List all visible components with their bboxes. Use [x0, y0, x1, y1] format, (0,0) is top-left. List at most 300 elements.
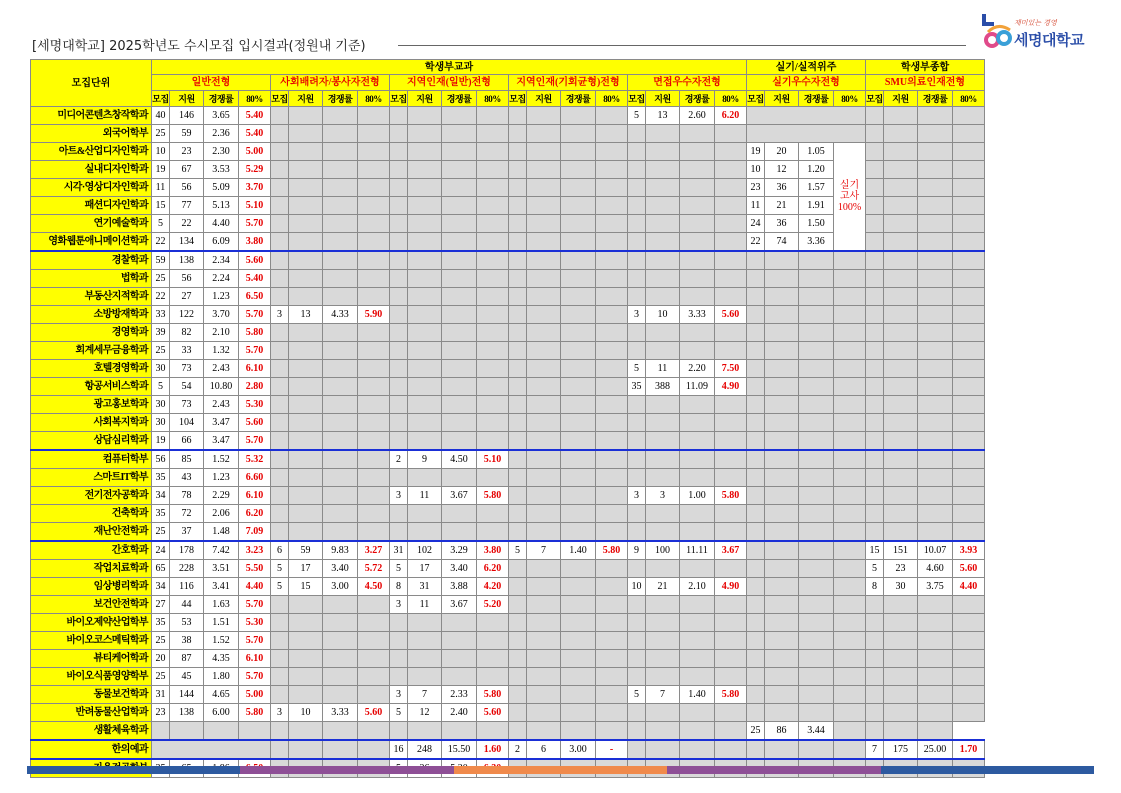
empty-cell [442, 143, 477, 161]
empty-cell [953, 360, 985, 378]
table-row [31, 668, 985, 686]
quota-cell: 10 [628, 578, 646, 596]
empty-cell [271, 450, 289, 469]
empty-cell [509, 469, 527, 487]
applicants-cell: 67 [170, 161, 204, 179]
applicants-cell: 72 [170, 505, 204, 523]
empty-cell [866, 306, 884, 324]
empty-cell [527, 704, 561, 722]
empty-cell [765, 396, 799, 414]
empty-cell [323, 740, 358, 759]
empty-cell [646, 324, 680, 342]
empty-cell [628, 251, 646, 270]
applicants-cell: 151 [884, 541, 918, 560]
quota-cell: 5 [866, 560, 884, 578]
silgi-note: 실기 고사 100% [834, 143, 866, 252]
empty-cell [680, 414, 715, 432]
empty-cell [596, 632, 628, 650]
empty-cell [628, 740, 646, 759]
applicants-cell: 178 [170, 541, 204, 560]
department-name: 재난안전학과 [31, 523, 152, 542]
table-row [31, 378, 985, 396]
empty-cell [408, 505, 442, 523]
department-name: 경찰학과 [31, 251, 152, 270]
empty-cell [289, 487, 323, 505]
empty-cell [596, 505, 628, 523]
empty-cell [358, 396, 390, 414]
empty-cell [408, 179, 442, 197]
empty-cell [323, 722, 358, 741]
empty-cell [747, 414, 765, 432]
empty-cell [152, 722, 170, 741]
applicants-cell: 138 [170, 251, 204, 270]
empty-cell [442, 632, 477, 650]
applicants-cell: 54 [170, 378, 204, 396]
empty-cell [884, 432, 918, 451]
department-name: 상담심리학과 [31, 432, 152, 451]
empty-cell [289, 233, 323, 252]
percentile-cell: 5.70 [239, 342, 271, 360]
ratio-cell: 15.50 [442, 740, 477, 759]
empty-cell [918, 704, 953, 722]
applicants-cell: 73 [170, 360, 204, 378]
empty-cell [866, 523, 884, 542]
empty-cell [680, 288, 715, 306]
empty-cell [646, 125, 680, 143]
empty-cell [477, 360, 509, 378]
applicants-cell: 17 [289, 560, 323, 578]
quota-cell: 35 [152, 614, 170, 632]
empty-cell [358, 378, 390, 396]
empty-cell [527, 215, 561, 233]
empty-cell [477, 179, 509, 197]
empty-cell [884, 233, 918, 252]
quota-cell: 35 [628, 378, 646, 396]
empty-cell [715, 650, 747, 668]
empty-cell [323, 125, 358, 143]
empty-cell [323, 650, 358, 668]
empty-cell [527, 288, 561, 306]
ratio-cell: 1.05 [799, 143, 834, 161]
empty-cell [323, 233, 358, 252]
empty-cell [918, 432, 953, 451]
empty-cell [289, 523, 323, 542]
empty-cell [390, 215, 408, 233]
column-header: 모집 [390, 91, 408, 107]
column-header: 경쟁률 [561, 91, 596, 107]
ratio-cell: 2.10 [680, 578, 715, 596]
empty-cell [799, 668, 834, 686]
percentile-cell: 5.00 [239, 143, 271, 161]
applicants-cell: 21 [646, 578, 680, 596]
empty-cell [358, 360, 390, 378]
percentile-cell: 4.40 [953, 578, 985, 596]
empty-cell [509, 197, 527, 215]
empty-cell [646, 396, 680, 414]
empty-cell [747, 360, 765, 378]
table-row [31, 704, 985, 722]
empty-cell [646, 233, 680, 252]
empty-cell [289, 596, 323, 614]
empty-cell [509, 251, 527, 270]
empty-cell [323, 396, 358, 414]
percentile-cell: 5.72 [358, 560, 390, 578]
empty-cell [884, 650, 918, 668]
empty-cell [408, 306, 442, 324]
empty-cell [289, 125, 323, 143]
table-row [31, 560, 985, 578]
applicants-cell: 248 [408, 740, 442, 759]
percentile-cell: 5.50 [239, 560, 271, 578]
quota-cell: 16 [390, 740, 408, 759]
empty-cell [884, 396, 918, 414]
empty-cell [323, 107, 358, 125]
empty-cell [799, 251, 834, 270]
table-row [31, 432, 985, 451]
empty-cell [834, 505, 866, 523]
empty-cell [834, 306, 866, 324]
empty-cell [596, 125, 628, 143]
empty-cell [596, 161, 628, 179]
logo-tagline: 재미있는 경영 [1014, 19, 1057, 27]
empty-cell [747, 596, 765, 614]
empty-cell [953, 596, 985, 614]
track-header: 사회배려자/봉사자전형 [271, 75, 390, 91]
empty-cell [884, 143, 918, 161]
empty-cell [477, 107, 509, 125]
empty-cell [509, 342, 527, 360]
footer-band-segment [27, 766, 240, 774]
ratio-cell: 3.88 [442, 578, 477, 596]
empty-cell [271, 270, 289, 288]
empty-cell [884, 360, 918, 378]
empty-cell [646, 722, 680, 741]
empty-cell [680, 432, 715, 451]
empty-cell [715, 668, 747, 686]
percentile-cell: 5.10 [477, 450, 509, 469]
table-row [31, 523, 985, 542]
empty-cell [918, 342, 953, 360]
department-name: 경영학과 [31, 324, 152, 342]
empty-cell [866, 432, 884, 451]
empty-cell [953, 487, 985, 505]
empty-cell [527, 686, 561, 704]
empty-cell [390, 161, 408, 179]
empty-cell [561, 523, 596, 542]
empty-cell [509, 596, 527, 614]
applicants-cell: 7 [408, 686, 442, 704]
empty-cell [866, 596, 884, 614]
empty-cell [323, 596, 358, 614]
percentile-cell: 3.80 [477, 541, 509, 560]
empty-cell [884, 668, 918, 686]
department-name: 간호학과 [31, 541, 152, 560]
ratio-cell: 3.67 [442, 487, 477, 505]
empty-cell [442, 324, 477, 342]
department-name: 임상병리학과 [31, 578, 152, 596]
empty-cell [408, 668, 442, 686]
quota-cell: 11 [747, 197, 765, 215]
empty-cell [834, 704, 866, 722]
empty-cell [596, 614, 628, 632]
empty-cell [408, 288, 442, 306]
applicants-cell: 78 [170, 487, 204, 505]
table-row [31, 614, 985, 632]
quota-cell: 20 [152, 650, 170, 668]
empty-cell [271, 432, 289, 451]
department-name: 건축학과 [31, 505, 152, 523]
empty-cell [527, 161, 561, 179]
table-row [31, 143, 985, 161]
empty-cell [442, 396, 477, 414]
empty-cell [358, 686, 390, 704]
ratio-cell: 2.40 [442, 704, 477, 722]
applicants-cell: 59 [170, 125, 204, 143]
empty-cell [477, 414, 509, 432]
empty-cell [527, 668, 561, 686]
quota-cell: 10 [747, 161, 765, 179]
empty-cell [323, 197, 358, 215]
applicants-cell: 10 [289, 704, 323, 722]
empty-cell [646, 161, 680, 179]
empty-cell [442, 125, 477, 143]
empty-cell [271, 469, 289, 487]
empty-cell [918, 107, 953, 125]
empty-cell [509, 107, 527, 125]
empty-cell [390, 342, 408, 360]
empty-cell [747, 396, 765, 414]
empty-cell [628, 596, 646, 614]
table-row [31, 541, 985, 560]
empty-cell [239, 722, 271, 741]
empty-cell [953, 469, 985, 487]
empty-cell [477, 288, 509, 306]
empty-cell [715, 432, 747, 451]
empty-cell [866, 450, 884, 469]
empty-cell [866, 161, 884, 179]
empty-cell [408, 650, 442, 668]
empty-cell [509, 632, 527, 650]
empty-cell [765, 541, 799, 560]
applicants-cell: 43 [170, 469, 204, 487]
empty-cell [834, 596, 866, 614]
empty-cell [646, 596, 680, 614]
empty-cell [390, 469, 408, 487]
empty-cell [715, 342, 747, 360]
empty-cell [323, 378, 358, 396]
percentile-cell: 5.10 [239, 197, 271, 215]
empty-cell [799, 450, 834, 469]
empty-cell [408, 197, 442, 215]
column-header: 모집 [271, 91, 289, 107]
empty-cell [358, 505, 390, 523]
empty-cell [596, 306, 628, 324]
empty-cell [596, 270, 628, 288]
empty-cell [289, 378, 323, 396]
table-row [31, 487, 985, 505]
empty-cell [323, 414, 358, 432]
applicants-cell: 12 [408, 704, 442, 722]
empty-cell [884, 450, 918, 469]
footer-band-segment [454, 766, 667, 774]
applicants-cell: 74 [765, 233, 799, 252]
department-name: 소방방재학과 [31, 306, 152, 324]
quota-cell: 25 [152, 270, 170, 288]
empty-cell [390, 306, 408, 324]
empty-cell [918, 306, 953, 324]
empty-cell [953, 523, 985, 542]
percentile-cell: 5.20 [477, 596, 509, 614]
empty-cell [866, 324, 884, 342]
empty-cell [509, 270, 527, 288]
empty-cell [358, 342, 390, 360]
empty-cell [918, 233, 953, 252]
empty-cell [442, 288, 477, 306]
department-name: 전기전자공학과 [31, 487, 152, 505]
column-header: 경쟁률 [799, 91, 834, 107]
ratio-cell: 3.33 [680, 306, 715, 324]
ratio-cell: 1.80 [204, 668, 239, 686]
empty-cell [596, 107, 628, 125]
empty-cell [866, 487, 884, 505]
empty-cell [918, 143, 953, 161]
empty-cell [715, 161, 747, 179]
empty-cell [323, 179, 358, 197]
empty-cell [323, 523, 358, 542]
empty-cell [408, 125, 442, 143]
empty-cell [884, 505, 918, 523]
empty-cell [561, 722, 596, 741]
empty-cell [747, 578, 765, 596]
empty-cell [747, 450, 765, 469]
empty-cell [509, 560, 527, 578]
logo-name: 세명대학교 [1014, 31, 1084, 49]
applicants-cell: 228 [170, 560, 204, 578]
empty-cell [596, 233, 628, 252]
empty-cell [509, 378, 527, 396]
empty-cell [834, 740, 866, 759]
table-row [31, 722, 985, 741]
ratio-cell: 3.36 [799, 233, 834, 252]
department-name: 영화웹툰애니메이션학과 [31, 233, 152, 252]
empty-cell [628, 505, 646, 523]
empty-cell [680, 143, 715, 161]
track-header: 면접우수자전형 [628, 75, 747, 91]
empty-cell [271, 125, 289, 143]
empty-cell [918, 650, 953, 668]
empty-cell [884, 414, 918, 432]
quota-cell: 5 [628, 107, 646, 125]
percentile-cell: 6.20 [715, 107, 747, 125]
empty-cell [747, 306, 765, 324]
ratio-cell: 4.50 [442, 450, 477, 469]
empty-cell [918, 450, 953, 469]
department-name: 패션디자인학과 [31, 197, 152, 215]
empty-cell [918, 487, 953, 505]
empty-cell [715, 632, 747, 650]
empty-cell [866, 414, 884, 432]
applicants-cell: 77 [170, 197, 204, 215]
empty-cell [715, 179, 747, 197]
empty-cell [646, 143, 680, 161]
ratio-cell: 3.65 [204, 107, 239, 125]
empty-cell [799, 469, 834, 487]
empty-cell [715, 523, 747, 542]
footer-band-segment [881, 766, 1094, 774]
empty-cell [953, 704, 985, 722]
quota-cell: 9 [628, 541, 646, 560]
quota-cell: 34 [152, 487, 170, 505]
column-header: 경쟁률 [323, 91, 358, 107]
empty-cell [390, 432, 408, 451]
department-name: 호텔경영학과 [31, 360, 152, 378]
empty-cell [918, 270, 953, 288]
empty-cell [884, 722, 918, 741]
empty-cell [561, 360, 596, 378]
column-header: 지원 [408, 91, 442, 107]
applicants-cell: 23 [170, 143, 204, 161]
quota-cell: 2 [509, 740, 527, 759]
admission-results-table [30, 59, 985, 778]
ratio-cell: 3.53 [204, 161, 239, 179]
table-row [31, 360, 985, 378]
empty-cell [442, 722, 477, 741]
empty-cell [628, 560, 646, 578]
empty-cell [390, 614, 408, 632]
ratio-cell: 1.23 [204, 469, 239, 487]
empty-cell [747, 487, 765, 505]
empty-cell [918, 614, 953, 632]
empty-cell [289, 161, 323, 179]
empty-cell [747, 560, 765, 578]
quota-cell: 3 [628, 306, 646, 324]
empty-cell [680, 324, 715, 342]
empty-cell [442, 107, 477, 125]
percentile-cell: 5.70 [239, 306, 271, 324]
empty-cell [884, 614, 918, 632]
empty-cell [628, 614, 646, 632]
quota-cell: 10 [152, 143, 170, 161]
empty-cell [358, 270, 390, 288]
empty-cell [918, 505, 953, 523]
empty-cell [765, 360, 799, 378]
ratio-cell: 2.10 [204, 324, 239, 342]
empty-cell [765, 324, 799, 342]
ratio-cell: 7.42 [204, 541, 239, 560]
department-name: 부동산지적학과 [31, 288, 152, 306]
empty-cell [390, 668, 408, 686]
empty-cell [442, 215, 477, 233]
percentile-cell: 5.32 [239, 450, 271, 469]
empty-cell [866, 505, 884, 523]
table-row [31, 125, 985, 143]
empty-cell [953, 125, 985, 143]
quota-cell: 25 [747, 722, 765, 741]
percentile-cell: 3.23 [239, 541, 271, 560]
empty-cell [358, 197, 390, 215]
empty-cell [390, 378, 408, 396]
empty-cell [834, 560, 866, 578]
empty-cell [715, 324, 747, 342]
applicants-cell: 45 [170, 668, 204, 686]
empty-cell [628, 668, 646, 686]
empty-cell [477, 469, 509, 487]
empty-cell [747, 704, 765, 722]
empty-cell [628, 650, 646, 668]
ratio-cell: 1.91 [799, 197, 834, 215]
empty-cell [596, 143, 628, 161]
empty-cell [358, 596, 390, 614]
